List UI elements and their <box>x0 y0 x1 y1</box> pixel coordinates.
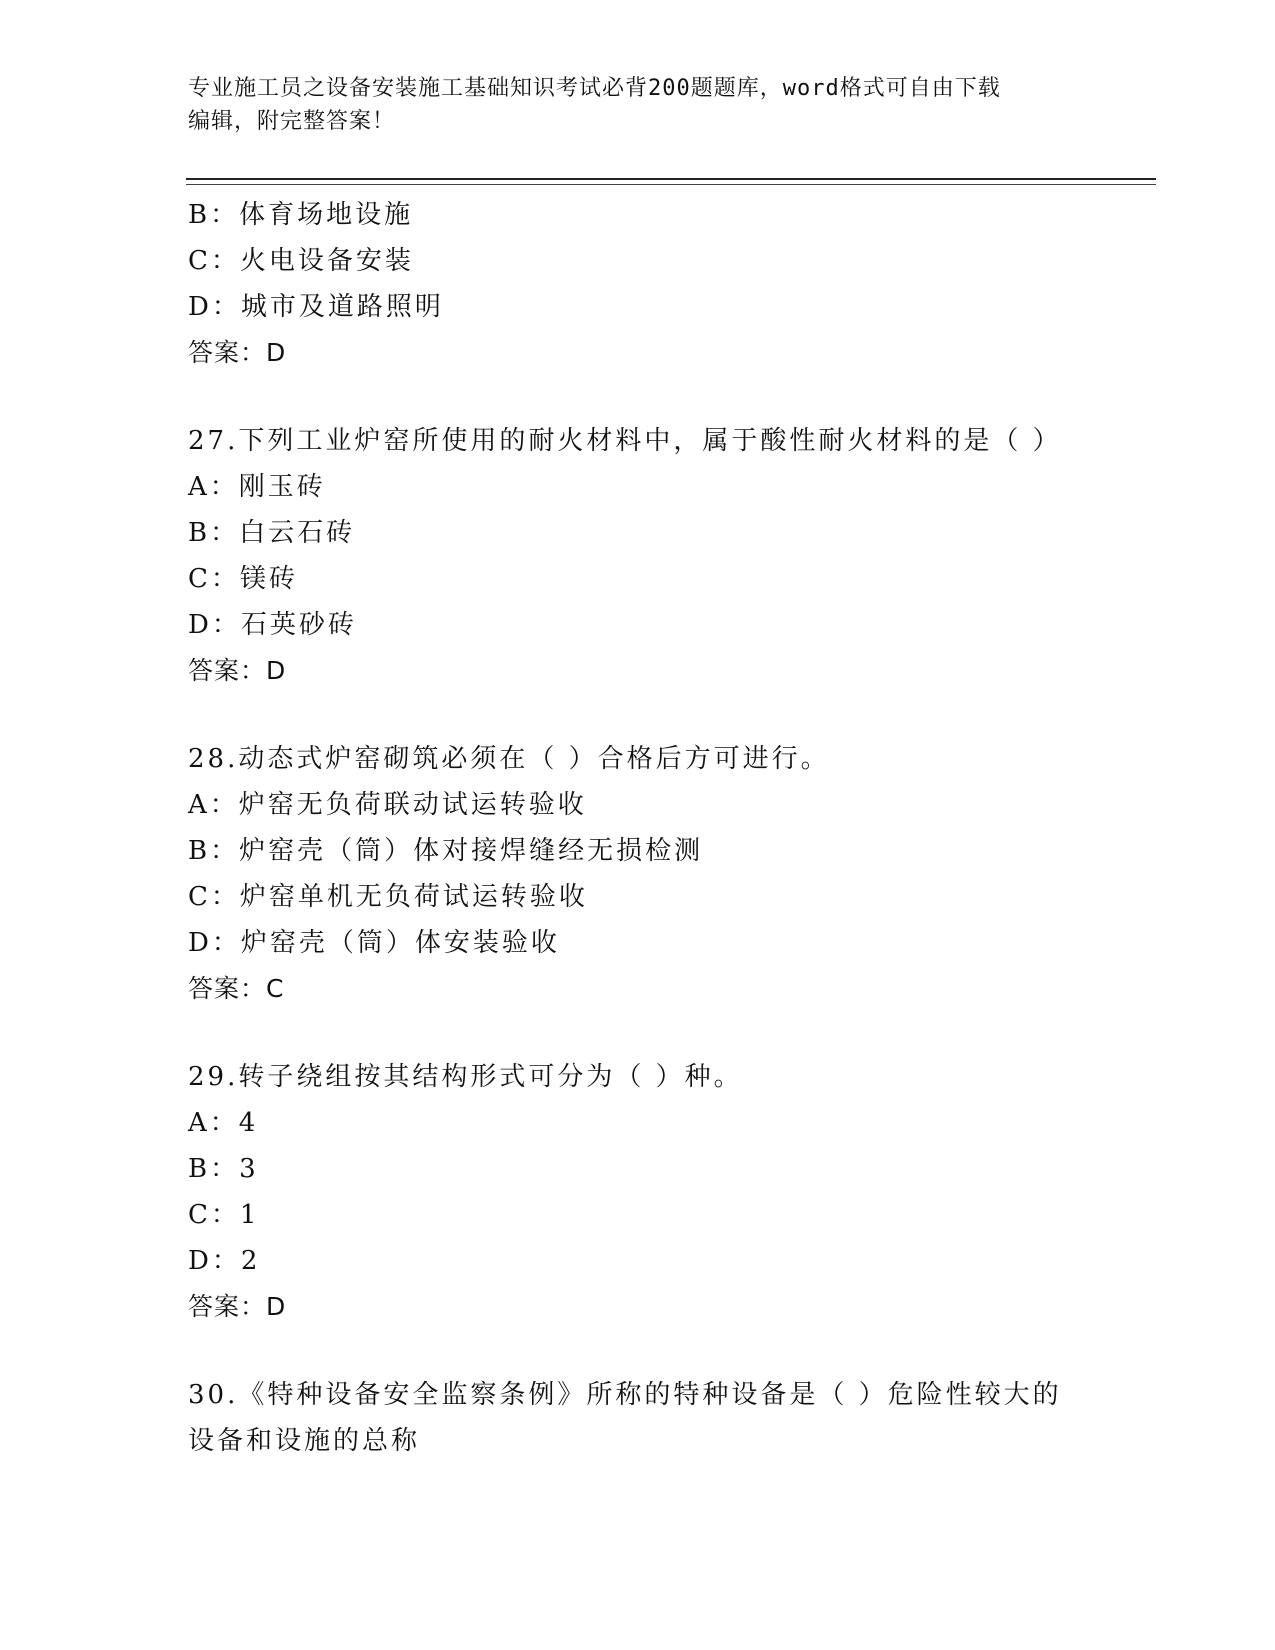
question-stem: 27.下列工业炉窑所使用的耐火材料中，属于酸性耐火材料的是（ ） <box>188 426 1062 456</box>
header-line-1: 专业施工员之设备安装施工基础知识考试必背200题题库，word格式可自由下载 <box>188 76 1001 101</box>
option-c: C：镁砖 <box>188 564 298 594</box>
option-d: D：炉窑壳（筒）体安装验收 <box>188 928 560 958</box>
option-c: C：火电设备安装 <box>188 246 414 276</box>
option-b: B：炉窑壳（筒）体对接焊缝经无损检测 <box>188 836 704 866</box>
option-d: D：城市及道路照明 <box>188 292 444 322</box>
question-block-30 <box>188 1372 1088 1464</box>
option-a: A：刚玉砖 <box>188 472 326 502</box>
header-divider-thin <box>186 184 1156 185</box>
answer-text: 答案：D <box>188 338 287 367</box>
option-b: B：白云石砖 <box>188 518 356 548</box>
question-block-28 <box>188 736 1088 1012</box>
option-c: C：1 <box>188 1200 260 1230</box>
option-d: D：2 <box>188 1246 261 1276</box>
answer-text: 答案：C <box>188 974 285 1003</box>
answer-text: 答案：D <box>188 1292 287 1321</box>
option-b: B：体育场地设施 <box>188 200 414 230</box>
answer-text: 答案：D <box>188 656 287 685</box>
header-line-2: 编辑，附完整答案！ <box>188 109 396 134</box>
option-a: A：4 <box>188 1108 259 1138</box>
option-d: D：石英砂砖 <box>188 610 357 640</box>
question-block-26 <box>188 192 1088 376</box>
question-stem: 28.动态式炉窑砌筑必须在（ ）合格后方可进行。 <box>188 744 830 774</box>
question-block-29 <box>188 1054 1088 1330</box>
document-header <box>188 72 1088 138</box>
question-stem: 30.《特种设备安全监察条例》所称的特种设备是（ ）危险性较大的设备和设施的总称 <box>188 1380 1062 1456</box>
option-c: C：炉窑单机无负荷试运转验收 <box>188 882 588 912</box>
question-list <box>188 192 1088 1464</box>
question-stem: 29.转子绕组按其结构形式可分为（ ）种。 <box>188 1062 743 1092</box>
header-divider <box>186 178 1156 180</box>
question-block-27 <box>188 418 1088 694</box>
option-b: B：3 <box>188 1154 259 1184</box>
option-a: A：炉窑无负荷联动试运转验收 <box>188 790 587 820</box>
